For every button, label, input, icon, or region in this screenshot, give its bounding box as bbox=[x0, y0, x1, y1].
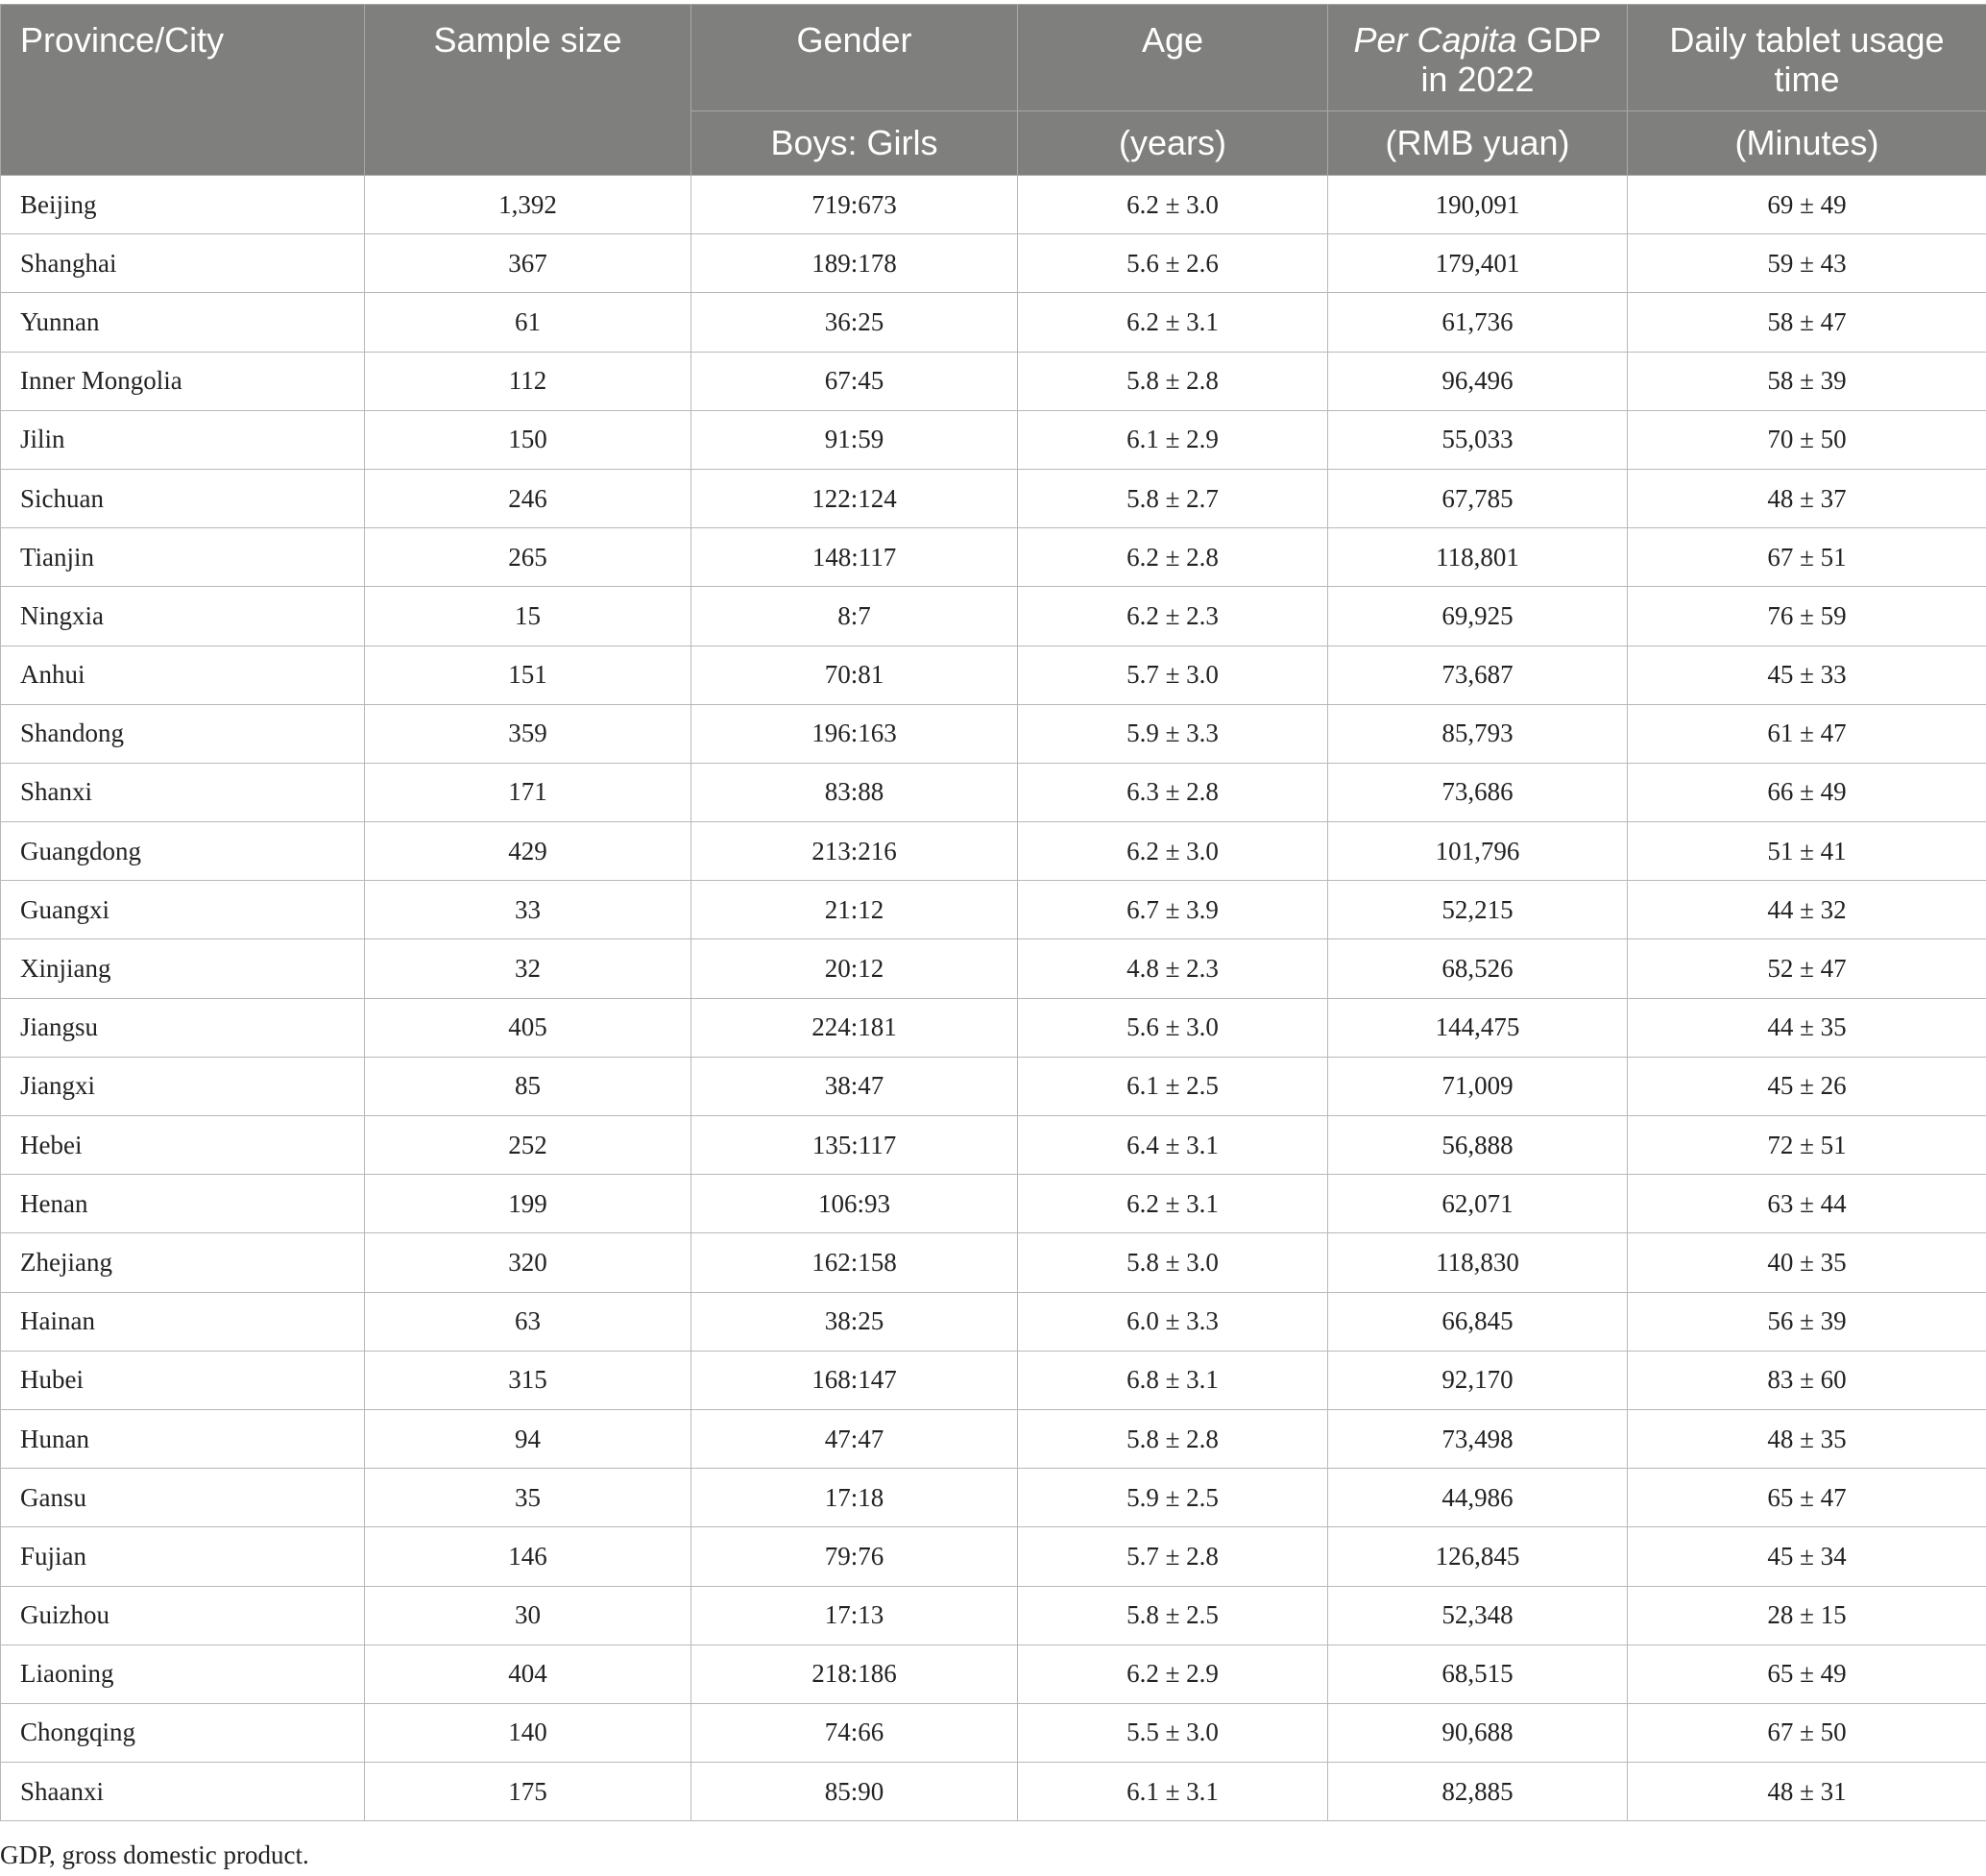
cell-gender: 79:76 bbox=[691, 1527, 1018, 1586]
cell-sample: 61 bbox=[365, 293, 691, 352]
table-row bbox=[1, 410, 1986, 469]
table-row bbox=[1, 822, 1986, 881]
table-row bbox=[1, 763, 1986, 821]
cell-age: 6.0 ± 3.3 bbox=[1018, 1292, 1328, 1351]
cell-usage: 48 ± 31 bbox=[1628, 1763, 1986, 1821]
cell-gdp: 68,526 bbox=[1328, 939, 1628, 998]
cell-gdp: 69,925 bbox=[1328, 587, 1628, 646]
cell-usage: 52 ± 47 bbox=[1628, 939, 1986, 998]
cell-sample: 405 bbox=[365, 998, 691, 1057]
cell-sample: 246 bbox=[365, 469, 691, 527]
cell-gender: 196:163 bbox=[691, 704, 1018, 763]
cell-age: 6.2 ± 3.0 bbox=[1018, 176, 1328, 234]
cell-gdp: 61,736 bbox=[1328, 293, 1628, 352]
cell-age: 5.8 ± 2.7 bbox=[1018, 469, 1328, 527]
cell-gender: 67:45 bbox=[691, 352, 1018, 410]
cell-province: Guizhou bbox=[1, 1586, 365, 1645]
cell-gdp: 56,888 bbox=[1328, 1116, 1628, 1175]
cell-gdp: 73,498 bbox=[1328, 1409, 1628, 1468]
cell-usage: 63 ± 44 bbox=[1628, 1175, 1986, 1233]
header-usage-sub: (Minutes) bbox=[1628, 111, 1986, 176]
table-row bbox=[1, 1763, 1986, 1821]
cell-age: 4.8 ± 2.3 bbox=[1018, 939, 1328, 998]
cell-age: 5.7 ± 2.8 bbox=[1018, 1527, 1328, 1586]
cell-province: Hainan bbox=[1, 1292, 365, 1351]
cell-gender: 91:59 bbox=[691, 410, 1018, 469]
province-table bbox=[0, 4, 1986, 1821]
table-row bbox=[1, 1527, 1986, 1586]
cell-province: Inner Mongolia bbox=[1, 352, 365, 410]
cell-usage: 58 ± 39 bbox=[1628, 352, 1986, 410]
table-row bbox=[1, 1645, 1986, 1703]
cell-province: Guangdong bbox=[1, 822, 365, 881]
cell-age: 6.2 ± 2.9 bbox=[1018, 1645, 1328, 1703]
cell-province: Yunnan bbox=[1, 293, 365, 352]
cell-age: 6.1 ± 3.1 bbox=[1018, 1763, 1328, 1821]
cell-sample: 175 bbox=[365, 1763, 691, 1821]
table-row bbox=[1, 234, 1986, 293]
table-row bbox=[1, 704, 1986, 763]
cell-gdp: 90,688 bbox=[1328, 1703, 1628, 1762]
cell-gender: 36:25 bbox=[691, 293, 1018, 352]
cell-usage: 67 ± 51 bbox=[1628, 528, 1986, 587]
cell-gender: 17:13 bbox=[691, 1586, 1018, 1645]
cell-usage: 66 ± 49 bbox=[1628, 763, 1986, 821]
cell-sample: 404 bbox=[365, 1645, 691, 1703]
cell-sample: 30 bbox=[365, 1586, 691, 1645]
table-row bbox=[1, 1175, 1986, 1233]
cell-sample: 1,392 bbox=[365, 176, 691, 234]
cell-gender: 122:124 bbox=[691, 469, 1018, 527]
cell-age: 6.2 ± 3.0 bbox=[1018, 822, 1328, 881]
cell-age: 5.8 ± 2.5 bbox=[1018, 1586, 1328, 1645]
cell-sample: 367 bbox=[365, 234, 691, 293]
table-row bbox=[1, 1469, 1986, 1527]
cell-gdp: 71,009 bbox=[1328, 1057, 1628, 1115]
cell-age: 6.3 ± 2.8 bbox=[1018, 763, 1328, 821]
cell-gdp: 82,885 bbox=[1328, 1763, 1628, 1821]
table-row bbox=[1, 1703, 1986, 1762]
cell-gender: 70:81 bbox=[691, 646, 1018, 704]
cell-province: Sichuan bbox=[1, 469, 365, 527]
header-gender: Gender bbox=[691, 5, 1018, 111]
table-row bbox=[1, 1586, 1986, 1645]
cell-province: Henan bbox=[1, 1175, 365, 1233]
table-body bbox=[1, 176, 1986, 1821]
cell-gender: 74:66 bbox=[691, 1703, 1018, 1762]
table-row bbox=[1, 939, 1986, 998]
header-sample-size: Sample size bbox=[365, 5, 691, 176]
header-gdp-rest: GDP in 2022 bbox=[1420, 20, 1602, 99]
cell-age: 6.7 ± 3.9 bbox=[1018, 881, 1328, 939]
table-row bbox=[1, 881, 1986, 939]
table-row bbox=[1, 998, 1986, 1057]
cell-gender: 8:7 bbox=[691, 587, 1018, 646]
cell-gender: 213:216 bbox=[691, 822, 1018, 881]
cell-usage: 44 ± 35 bbox=[1628, 998, 1986, 1057]
cell-province: Hubei bbox=[1, 1351, 365, 1409]
header-age-sub: (years) bbox=[1018, 111, 1328, 176]
cell-age: 6.1 ± 2.5 bbox=[1018, 1057, 1328, 1115]
cell-sample: 32 bbox=[365, 939, 691, 998]
cell-age: 5.8 ± 2.8 bbox=[1018, 1409, 1328, 1468]
cell-sample: 320 bbox=[365, 1233, 691, 1292]
cell-usage: 61 ± 47 bbox=[1628, 704, 1986, 763]
cell-age: 5.7 ± 3.0 bbox=[1018, 646, 1328, 704]
cell-gdp: 118,801 bbox=[1328, 528, 1628, 587]
header-gender-sub: Boys: Girls bbox=[691, 111, 1018, 176]
cell-gender: 85:90 bbox=[691, 1763, 1018, 1821]
cell-gdp: 73,686 bbox=[1328, 763, 1628, 821]
cell-gender: 38:25 bbox=[691, 1292, 1018, 1351]
cell-age: 5.5 ± 3.0 bbox=[1018, 1703, 1328, 1762]
cell-gender: 162:158 bbox=[691, 1233, 1018, 1292]
cell-sample: 112 bbox=[365, 352, 691, 410]
cell-sample: 15 bbox=[365, 587, 691, 646]
cell-age: 5.6 ± 2.6 bbox=[1018, 234, 1328, 293]
header-gdp bbox=[1328, 5, 1628, 111]
cell-sample: 150 bbox=[365, 410, 691, 469]
cell-gdp: 179,401 bbox=[1328, 234, 1628, 293]
cell-sample: 85 bbox=[365, 1057, 691, 1115]
table-row bbox=[1, 587, 1986, 646]
cell-age: 6.2 ± 2.3 bbox=[1018, 587, 1328, 646]
cell-usage: 40 ± 35 bbox=[1628, 1233, 1986, 1292]
table-row bbox=[1, 352, 1986, 410]
table-row bbox=[1, 1116, 1986, 1175]
cell-usage: 45 ± 26 bbox=[1628, 1057, 1986, 1115]
cell-usage: 48 ± 35 bbox=[1628, 1409, 1986, 1468]
cell-age: 5.6 ± 3.0 bbox=[1018, 998, 1328, 1057]
cell-province: Zhejiang bbox=[1, 1233, 365, 1292]
cell-gdp: 44,986 bbox=[1328, 1469, 1628, 1527]
cell-usage: 65 ± 47 bbox=[1628, 1469, 1986, 1527]
cell-sample: 252 bbox=[365, 1116, 691, 1175]
cell-sample: 171 bbox=[365, 763, 691, 821]
cell-province: Hunan bbox=[1, 1409, 365, 1468]
cell-gdp: 144,475 bbox=[1328, 998, 1628, 1057]
cell-age: 6.2 ± 3.1 bbox=[1018, 293, 1328, 352]
cell-age: 6.2 ± 3.1 bbox=[1018, 1175, 1328, 1233]
cell-usage: 83 ± 60 bbox=[1628, 1351, 1986, 1409]
header-province: Province/City bbox=[1, 5, 365, 176]
cell-usage: 76 ± 59 bbox=[1628, 587, 1986, 646]
cell-gender: 21:12 bbox=[691, 881, 1018, 939]
cell-usage: 28 ± 15 bbox=[1628, 1586, 1986, 1645]
header-gdp-sub: (RMB yuan) bbox=[1328, 111, 1628, 176]
cell-gdp: 85,793 bbox=[1328, 704, 1628, 763]
cell-age: 6.4 ± 3.1 bbox=[1018, 1116, 1328, 1175]
header-gdp-italic: Per Capita bbox=[1353, 20, 1517, 60]
cell-usage: 51 ± 41 bbox=[1628, 822, 1986, 881]
cell-province: Tianjin bbox=[1, 528, 365, 587]
table-row bbox=[1, 1292, 1986, 1351]
table-row bbox=[1, 293, 1986, 352]
header-age: Age bbox=[1018, 5, 1328, 111]
cell-usage: 45 ± 33 bbox=[1628, 646, 1986, 704]
cell-province: Guangxi bbox=[1, 881, 365, 939]
cell-usage: 44 ± 32 bbox=[1628, 881, 1986, 939]
cell-sample: 359 bbox=[365, 704, 691, 763]
cell-province: Jiangsu bbox=[1, 998, 365, 1057]
data-table-container bbox=[0, 4, 1986, 1821]
cell-gdp: 68,515 bbox=[1328, 1645, 1628, 1703]
cell-gender: 17:18 bbox=[691, 1469, 1018, 1527]
cell-gender: 38:47 bbox=[691, 1057, 1018, 1115]
cell-province: Fujian bbox=[1, 1527, 365, 1586]
table-row bbox=[1, 646, 1986, 704]
cell-gdp: 126,845 bbox=[1328, 1527, 1628, 1586]
cell-gender: 218:186 bbox=[691, 1645, 1018, 1703]
cell-gender: 135:117 bbox=[691, 1116, 1018, 1175]
table-row bbox=[1, 469, 1986, 527]
cell-usage: 45 ± 34 bbox=[1628, 1527, 1986, 1586]
cell-gdp: 73,687 bbox=[1328, 646, 1628, 704]
cell-gender: 83:88 bbox=[691, 763, 1018, 821]
cell-usage: 67 ± 50 bbox=[1628, 1703, 1986, 1762]
table-row bbox=[1, 1351, 1986, 1409]
cell-usage: 69 ± 49 bbox=[1628, 176, 1986, 234]
cell-province: Shaanxi bbox=[1, 1763, 365, 1821]
table-row bbox=[1, 528, 1986, 587]
cell-province: Shanxi bbox=[1, 763, 365, 821]
cell-gender: 20:12 bbox=[691, 939, 1018, 998]
cell-usage: 59 ± 43 bbox=[1628, 234, 1986, 293]
cell-gender: 47:47 bbox=[691, 1409, 1018, 1468]
cell-gdp: 52,348 bbox=[1328, 1586, 1628, 1645]
cell-sample: 146 bbox=[365, 1527, 691, 1586]
cell-usage: 56 ± 39 bbox=[1628, 1292, 1986, 1351]
table-row bbox=[1, 1233, 1986, 1292]
cell-sample: 429 bbox=[365, 822, 691, 881]
cell-sample: 265 bbox=[365, 528, 691, 587]
cell-gdp: 92,170 bbox=[1328, 1351, 1628, 1409]
cell-age: 5.8 ± 3.0 bbox=[1018, 1233, 1328, 1292]
cell-gender: 224:181 bbox=[691, 998, 1018, 1057]
cell-province: Jilin bbox=[1, 410, 365, 469]
cell-gender: 106:93 bbox=[691, 1175, 1018, 1233]
cell-usage: 70 ± 50 bbox=[1628, 410, 1986, 469]
cell-gdp: 101,796 bbox=[1328, 822, 1628, 881]
cell-gdp: 62,071 bbox=[1328, 1175, 1628, 1233]
cell-sample: 35 bbox=[365, 1469, 691, 1527]
cell-province: Shandong bbox=[1, 704, 365, 763]
cell-gdp: 52,215 bbox=[1328, 881, 1628, 939]
cell-province: Ningxia bbox=[1, 587, 365, 646]
cell-gender: 719:673 bbox=[691, 176, 1018, 234]
table-header bbox=[1, 5, 1986, 176]
cell-age: 5.8 ± 2.8 bbox=[1018, 352, 1328, 410]
cell-gdp: 96,496 bbox=[1328, 352, 1628, 410]
cell-gdp: 118,830 bbox=[1328, 1233, 1628, 1292]
cell-gender: 189:178 bbox=[691, 234, 1018, 293]
cell-usage: 65 ± 49 bbox=[1628, 1645, 1986, 1703]
cell-province: Liaoning bbox=[1, 1645, 365, 1703]
cell-gdp: 55,033 bbox=[1328, 410, 1628, 469]
cell-gdp: 66,845 bbox=[1328, 1292, 1628, 1351]
cell-age: 5.9 ± 2.5 bbox=[1018, 1469, 1328, 1527]
cell-province: Xinjiang bbox=[1, 939, 365, 998]
cell-age: 6.8 ± 3.1 bbox=[1018, 1351, 1328, 1409]
cell-sample: 33 bbox=[365, 881, 691, 939]
cell-sample: 199 bbox=[365, 1175, 691, 1233]
header-usage: Daily tablet usage time bbox=[1628, 5, 1986, 111]
cell-sample: 140 bbox=[365, 1703, 691, 1762]
cell-gdp: 67,785 bbox=[1328, 469, 1628, 527]
cell-province: Beijing bbox=[1, 176, 365, 234]
table-row bbox=[1, 1409, 1986, 1468]
cell-province: Gansu bbox=[1, 1469, 365, 1527]
cell-age: 6.1 ± 2.9 bbox=[1018, 410, 1328, 469]
cell-gender: 168:147 bbox=[691, 1351, 1018, 1409]
table-row bbox=[1, 1057, 1986, 1115]
cell-usage: 48 ± 37 bbox=[1628, 469, 1986, 527]
cell-province: Hebei bbox=[1, 1116, 365, 1175]
cell-gdp: 190,091 bbox=[1328, 176, 1628, 234]
cell-sample: 63 bbox=[365, 1292, 691, 1351]
table-footnote: GDP, gross domestic product. bbox=[0, 1840, 309, 1869]
cell-usage: 58 ± 47 bbox=[1628, 293, 1986, 352]
cell-age: 6.2 ± 2.8 bbox=[1018, 528, 1328, 587]
cell-sample: 315 bbox=[365, 1351, 691, 1409]
cell-province: Chongqing bbox=[1, 1703, 365, 1762]
cell-province: Jiangxi bbox=[1, 1057, 365, 1115]
cell-gender: 148:117 bbox=[691, 528, 1018, 587]
table-row bbox=[1, 176, 1986, 234]
cell-sample: 151 bbox=[365, 646, 691, 704]
cell-sample: 94 bbox=[365, 1409, 691, 1468]
cell-province: Anhui bbox=[1, 646, 365, 704]
cell-usage: 72 ± 51 bbox=[1628, 1116, 1986, 1175]
cell-age: 5.9 ± 3.3 bbox=[1018, 704, 1328, 763]
cell-province: Shanghai bbox=[1, 234, 365, 293]
